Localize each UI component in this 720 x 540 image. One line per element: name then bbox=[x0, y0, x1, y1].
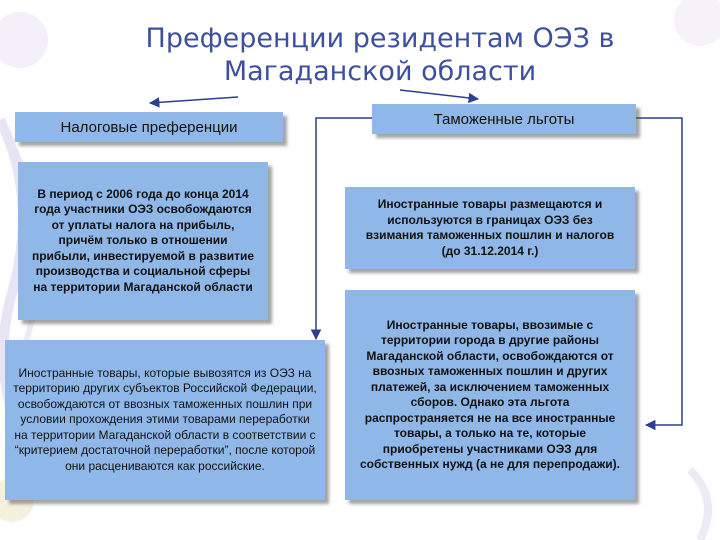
tax-preferences-label: Налоговые преференции bbox=[60, 118, 238, 136]
customs-placement-box bbox=[345, 187, 635, 269]
customs-placement-text: Иностранные товары размещаются и используются в границах ОЭЗ без взимания таможенных пошлин и налогов (до 31.12.2014 г.) bbox=[365, 197, 615, 258]
export-goods-text: Иностранные товары, которые вывозятся из ОЭЗ на территорию других субъектов Российской Федерации, освобождаются от ввозных таможенных пошлин при условии прохождения этими товарами переработки на территории Магаданской области в соответствии с “критерием достаточной переработки”, после которой они расцениваются как российские. bbox=[13, 365, 317, 473]
customs-benefits-header bbox=[372, 104, 636, 134]
tax-preferences-detail-box bbox=[18, 162, 268, 320]
import-goods-text: Иностранные товары, ввозимые с территории города в другие районы Магаданской области, освобождаются от ввозных таможенных пошлин и других платежей, за исключением таможенных сборов. Однако эта льгота распространяется не на все иностранные товары, а только на те, которые приобретены участниками ОЭЗ для собственных нужд (а не для перепродажи). bbox=[360, 317, 620, 471]
tax-preferences-detail-text: В период с 2006 года до конца 2014 года участники ОЭЗ освобождаются от уплаты налога на прибыль, причём только в отношении прибыли, инвестируемой в развитие производства и социальной сферы на территории Магаданской области bbox=[31, 186, 255, 294]
import-goods-box bbox=[345, 290, 635, 500]
export-goods-box bbox=[5, 340, 325, 500]
customs-benefits-label: Таможенные льготы bbox=[433, 110, 575, 128]
tax-preferences-header bbox=[15, 112, 283, 142]
page-title: Преференции резидентам ОЭЗ в Магаданской области bbox=[145, 23, 615, 87]
